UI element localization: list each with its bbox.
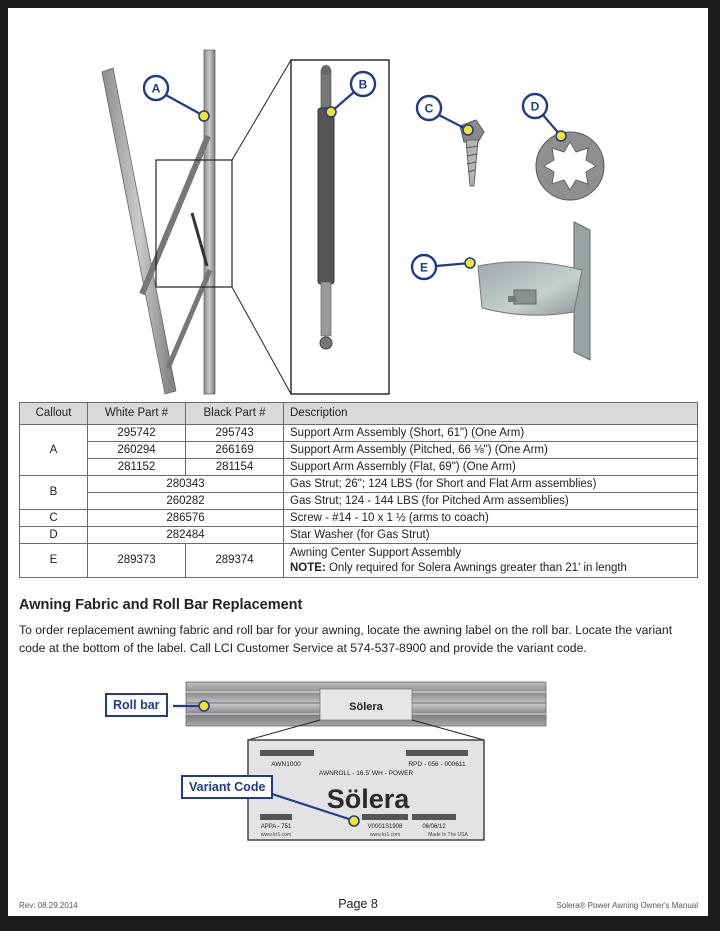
roll-bar-label: Roll bar [105, 693, 168, 717]
callout-b-label: B [358, 77, 368, 92]
row-callout: B [20, 476, 88, 510]
label-line1-left: AWN1000 [271, 761, 301, 768]
label-brand: Sölera [326, 784, 410, 814]
row-callout: E [20, 544, 88, 578]
white-part-number: 295742 [88, 425, 186, 442]
table-row [20, 459, 698, 476]
table-row [20, 527, 698, 544]
label-line3-mid: V0001S1908 [367, 824, 403, 830]
callout-d-label: D [530, 99, 540, 114]
table-row [20, 493, 698, 510]
gas-strut-zoom-drawing [232, 60, 389, 394]
variant-code-label: Variant Code [181, 775, 273, 799]
header-black-part: Black Part # [186, 403, 284, 425]
manual-title: Solera® Power Awning Owner's Manual [556, 901, 698, 910]
label-line4-right: Made In The USA [428, 832, 468, 838]
label-line4-mid: www.lci1.com [369, 832, 401, 838]
enlarged-awning-label [248, 740, 484, 840]
callout-c [417, 96, 473, 135]
row-callout: A [20, 425, 88, 476]
small-label-brand: Sölera [349, 701, 383, 713]
table-row [20, 544, 698, 578]
part-number: 260282 [88, 493, 284, 510]
label-line3-right: 06/06/12 [422, 824, 446, 830]
table-row [20, 425, 698, 442]
white-part-number: 289373 [88, 544, 186, 578]
section-body: To order replacement awning fabric and roll bar for your awning, locate the awning label on the roll bar. Locate the variant code at the bottom of the label. Call LCI Customer Service at 574-537-8900 and provide the variant code. [19, 623, 673, 655]
row-callout: D [20, 527, 88, 544]
section-title: Awning Fabric and Roll Bar Replacement [19, 597, 303, 613]
part-description-text: Awning Center Support Assembly [290, 546, 462, 559]
part-description [284, 544, 698, 578]
parts-illustration [8, 8, 708, 398]
callout-c-label: C [424, 101, 434, 116]
revision-date: Rev: 08.29.2014 [19, 901, 78, 910]
part-description: Screw - #14 - 10 x 1 ½ (arms to coach) [284, 510, 698, 527]
white-part-number: 260294 [88, 442, 186, 459]
part-number: 286576 [88, 510, 284, 527]
part-description: Gas Strut; 26"; 124 LBS (for Short and Flat Arm assemblies) [284, 476, 698, 493]
callout-e [412, 255, 475, 279]
part-description: Support Arm Assembly (Flat, 69") (One Arm) [284, 459, 698, 476]
note-text: Only required for Solera Awnings greater than 21' in length [325, 561, 627, 574]
part-description: Support Arm Assembly (Pitched, 66 ⅛") (One Arm) [284, 442, 698, 459]
part-number: 282484 [88, 527, 284, 544]
callout-e-label: E [419, 260, 429, 275]
header-callout: Callout [20, 403, 88, 425]
part-description: Star Washer (for Gas Strut) [284, 527, 698, 544]
center-support-drawing [478, 222, 590, 360]
black-part-number: 295743 [186, 425, 284, 442]
part-description: Gas Strut; 124 - 144 LBS (for Pitched Arm assemblies) [284, 493, 698, 510]
table-row [20, 510, 698, 527]
black-part-number: 289374 [186, 544, 284, 578]
table-header-row [20, 403, 698, 425]
callout-a-label: A [151, 81, 161, 96]
label-line4-left: www.lci1.com [260, 832, 292, 838]
header-description: Description [284, 403, 698, 425]
part-description: Support Arm Assembly (Short, 61") (One Arm) [284, 425, 698, 442]
row-callout: C [20, 510, 88, 527]
star-washer-drawing [536, 132, 604, 200]
table-row [20, 442, 698, 459]
small-awning-label [320, 689, 412, 720]
label-line1-right: RPD - 056 - 000611 [408, 761, 466, 768]
label-line2: AWNROLL - 16.5' WH - POWER [318, 770, 414, 777]
parts-table [19, 402, 698, 578]
part-number: 280343 [88, 476, 284, 493]
black-part-number: 281154 [186, 459, 284, 476]
note-label: NOTE: [290, 561, 326, 574]
callout-d [523, 94, 566, 141]
manual-page [8, 8, 708, 916]
support-arm-assembly-drawing [102, 50, 232, 394]
table-row [20, 476, 698, 493]
header-white-part: White Part # [88, 403, 186, 425]
black-part-number: 266169 [186, 442, 284, 459]
note-line [290, 561, 693, 576]
page-number: Page 8 [338, 897, 378, 911]
white-part-number: 281152 [88, 459, 186, 476]
callout-a [144, 76, 209, 121]
label-line3-left: APPA - 751 [260, 824, 292, 830]
